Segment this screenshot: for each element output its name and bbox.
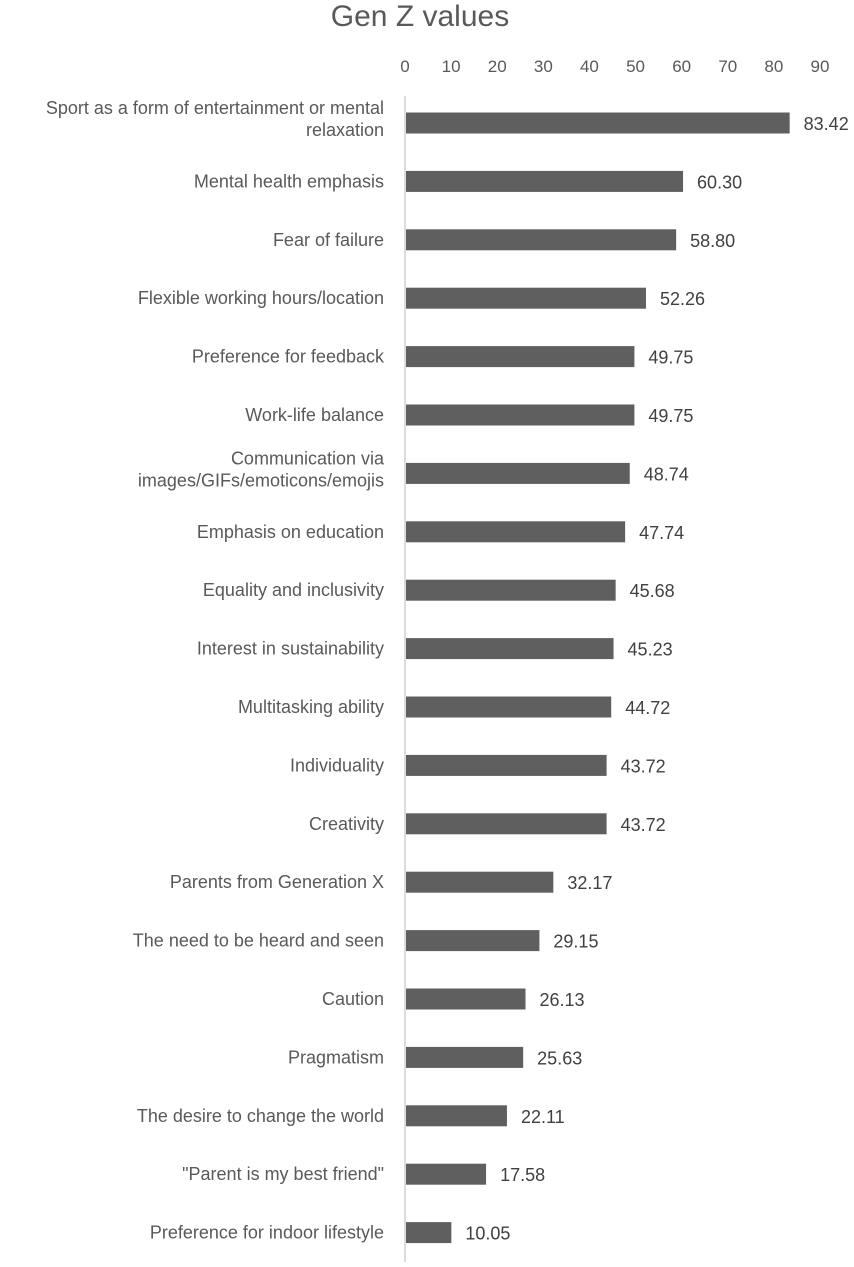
bar	[406, 989, 525, 1010]
bar	[406, 521, 625, 542]
category-label-line: Mental health emphasis	[193, 171, 384, 192]
data-label: 43.72	[620, 814, 666, 835]
category-label-line: "Parent is my best friend"	[182, 1164, 384, 1185]
data-label: 83.42	[803, 114, 849, 134]
category-label	[133, 931, 384, 951]
bar	[406, 1047, 523, 1068]
x-tick-label: 0	[400, 57, 410, 76]
category-label	[138, 448, 385, 490]
bar	[406, 171, 683, 192]
x-tick-label: 20	[487, 57, 507, 76]
category-label-line: Communication via	[230, 448, 384, 469]
data-label: 43.72	[620, 756, 666, 777]
data-label: 45.68	[629, 581, 675, 602]
bar	[406, 755, 607, 776]
bar	[406, 229, 676, 250]
data-label: 60.30	[697, 172, 743, 193]
x-tick-label: 90	[810, 57, 830, 76]
bar	[406, 113, 790, 134]
category-label	[290, 755, 384, 775]
data-label: 49.75	[648, 347, 694, 368]
category-label-line: images/GIFs/emoticons/emojis	[137, 470, 384, 491]
bar	[406, 463, 630, 484]
category-label	[238, 697, 384, 717]
data-label: 48.74	[643, 464, 689, 485]
category-label	[245, 405, 384, 425]
category-label-line: Multitasking ability	[237, 697, 384, 717]
category-label-line: Individuality	[289, 755, 384, 776]
bar	[406, 1222, 451, 1243]
category-label-line: Parents from Generation X	[169, 872, 384, 893]
category-label	[138, 288, 384, 308]
bar	[406, 580, 616, 601]
category-label-line: Creativity	[308, 813, 384, 834]
category-label	[182, 1164, 384, 1184]
category-label-line: Sport as a form of entertainment or mental	[45, 98, 384, 118]
bar	[406, 697, 611, 718]
category-label-line: Flexible working hours/location	[137, 288, 384, 309]
category-label	[170, 872, 384, 892]
bar	[406, 405, 634, 426]
data-label: 26.13	[539, 990, 585, 1010]
category-label-line: Emphasis on education	[196, 521, 384, 542]
bar	[406, 288, 646, 309]
bars	[406, 113, 790, 1244]
data-label: 17.58	[500, 1165, 546, 1186]
data-label: 49.75	[648, 406, 694, 426]
bar	[406, 1164, 486, 1185]
x-tick-label: 80	[764, 57, 784, 76]
bar	[406, 346, 634, 367]
category-label	[309, 814, 384, 834]
category-label-line: Preference for indoor lifestyle	[149, 1222, 384, 1243]
category-label	[322, 989, 384, 1009]
category-label	[150, 1223, 384, 1243]
x-tick-label: 60	[672, 57, 692, 76]
x-tick-label: 10	[441, 57, 461, 76]
category-label-line: Equality and inclusivity	[202, 580, 384, 601]
data-labels	[465, 114, 848, 1244]
category-label	[194, 171, 384, 191]
data-label: 29.15	[553, 931, 599, 952]
bar	[406, 1105, 507, 1126]
category-label	[46, 98, 384, 140]
data-label: 47.74	[639, 522, 685, 543]
bar	[406, 813, 607, 834]
x-tick-label: 40	[579, 57, 599, 76]
bar	[406, 872, 553, 893]
category-label-line: The desire to change the world	[136, 1105, 384, 1126]
data-label: 32.17	[567, 873, 613, 894]
data-label: 10.05	[465, 1223, 511, 1244]
category-label-line: Work-life balance	[245, 405, 384, 425]
x-axis-ticks	[400, 57, 829, 76]
data-label: 45.23	[627, 639, 673, 660]
data-label: 52.26	[659, 289, 706, 310]
category-label-line: Fear of failure	[272, 229, 384, 250]
x-tick-label: 50	[626, 57, 646, 76]
category-label	[203, 580, 384, 600]
chart-title: Gen Z values	[330, 0, 510, 33]
category-label-line: The need to be heard and seen	[132, 930, 384, 951]
category-labels	[46, 98, 385, 1243]
data-label: 22.11	[520, 1106, 565, 1127]
category-label	[273, 230, 384, 250]
category-label	[197, 522, 384, 542]
data-label: 44.72	[625, 698, 671, 718]
bar	[406, 638, 614, 659]
category-label	[137, 1106, 384, 1126]
category-label-line: Caution	[321, 989, 384, 1009]
category-label-line: relaxation	[305, 120, 384, 140]
category-label-line: Preference for feedback	[191, 346, 384, 367]
bar	[406, 930, 539, 951]
category-label	[197, 639, 384, 659]
x-tick-label: 70	[718, 57, 738, 76]
category-label-line: Pragmatism	[287, 1047, 384, 1068]
data-label: 25.63	[537, 1048, 583, 1069]
category-label	[192, 347, 385, 367]
x-tick-label: 30	[533, 57, 553, 76]
category-label-line: Interest in sustainability	[196, 638, 384, 659]
data-label: 58.80	[690, 230, 736, 251]
category-label	[288, 1047, 384, 1067]
